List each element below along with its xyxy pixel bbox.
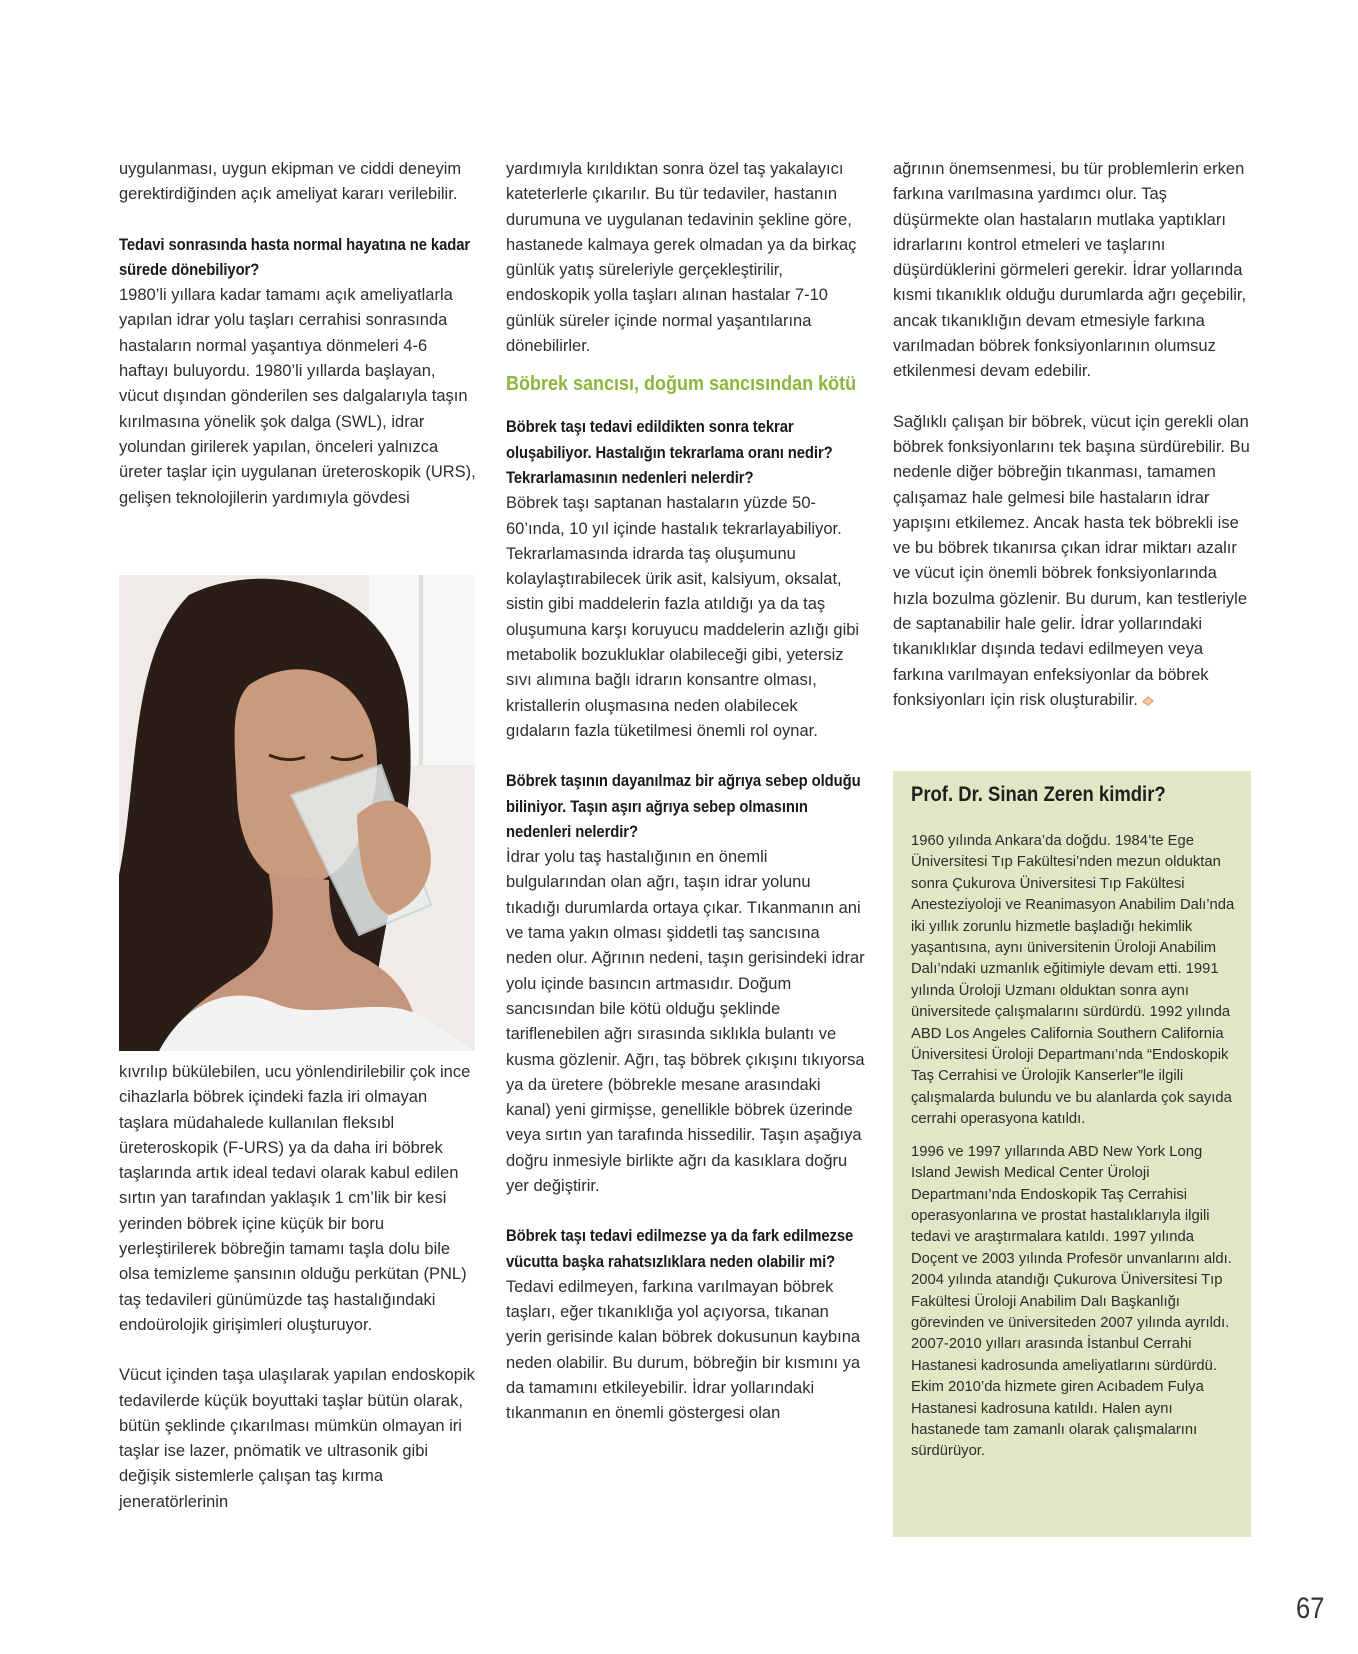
bio-body — [911, 831, 1241, 1474]
bio-title: Prof. Dr. Sinan Zeren kimdir? — [911, 783, 1166, 806]
paragraph: kıvrılıp bükülebilen, ucu yönlendirilebilir çok ince cihazlarla böbrek içindeki fazla iri olmayan taşlara müdahalede kullanılan fleksıbl üreteroskopik (F-URS) ya da daha iri böbrek taşlarında artık ideal tedavi olarak kabul edilen sırtın yan tarafından yaklaşık 1 cm’lik bir kesi yerinden böbrek içine küçük bir boru yerleştirilerek böbreğin tamamı taşla dolu bile olsa temizleme şansının olduğu perkütan (PNL) taş tedavileri günümüzde taş hastalığındaki endoürolojik girişimleri oluşturuyor. — [119, 1063, 471, 1334]
question-heading: Böbrek taşının dayanılmaz bir ağrıya sebep olduğu biliniyor. Taşın aşırı ağrıya sebep olmasının nedenleri nelerdir? — [506, 772, 861, 841]
paragraph: uygulanması, uygun ekipman ve ciddi deneyim gerektirdiğinden açık ameliyat kararı verilebilir. — [119, 160, 462, 204]
column-1-top — [119, 157, 479, 511]
article-end-mark-icon — [1141, 695, 1155, 707]
column-2 — [506, 157, 866, 1427]
paragraph: Vücut içinden taşa ulaşılarak yapılan endoskopik tedavilerde küçük boyuttaki taşlar bütün olarak, bütün şeklinde çıkarılması mümkün olmayan iri taşlar ise lazer, pnömatik ve ultrasonik gibi değişik sistemlerle çalışan taş kırma jeneratörlerinin — [119, 1366, 475, 1511]
paragraph-text: Sağlıklı çalışan bir böbrek, vücut için gerekli olan böbrek fonksiyonlarını tek başına sürdürebilir. Bu nedenle diğer böbreğin tıkanması, tamamen çalışamaz hale gelmesi bile hastaların idrar yapışını etkilemez. Ancak hasta tek böbrekli ise ve bu böbrek tıkanırsa çıkan idrar miktarı azalır ve vücut için önemli böbrek fonksiyonlarında hızla bozulma gözlenir. Bu durum, kan testleriyle de saptanabilir hale gelir. İdrar yollarındaki tıkanıklıklar dışında tedavi edilmeyen veya farkına varılmayan enfeksiyonlar da böbrek fonksiyonları için risk oluşturabilir. — [893, 412, 1250, 709]
photo-illustration — [119, 575, 475, 1051]
paragraph: 1980’li yıllara kadar tamamı açık ameliyatlarla yapılan idrar yolu taşları cerrahisi sonrasında hastaların normal yaşantıya dönmeleri 4-6 haftayı buluyordu. 1980’li yıllarda başlayan, vücut dışından gönderilen ses dalgalarıyla taşın kırılmasına yönelik şok dalga (SWL), idrar yolundan girilerek yapılan, önceleri yalnızca üreter taşlar için uygulanan üreteroskopik (URS), gelişen teknolojilerin yardımıyla gövdesi — [119, 286, 476, 507]
page-number: 67 — [1295, 1592, 1324, 1625]
section-heading: Böbrek sancısı, doğum sancısından kötü — [506, 373, 857, 396]
question-heading: Böbrek taşı tedavi edildikten sonra tekrar oluşabiliyor. Hastalığın tekrarlama oranı nedir? Tekrarlamasının nedenleri nelerdir? — [506, 418, 833, 487]
question-heading: Tedavi sonrasında hasta normal hayatına ne kadar sürede dönebiliyor? — [119, 235, 471, 279]
paragraph: İdrar yolu taş hastalığının en önemli bulgularından olan ağrı, taşın idrar yolunu tıkadığı durumlarda ortaya çıkar. Tıkanmanın ani ve tama yakın olması şiddetli taş sancısına neden olur. Ağrının nedeni, taşın gerisindeki idrar yolu içinde basıncın artmasıdır. Doğum sancısından bile kötü olduğu şeklinde tariflenebilen ağrı sırasında sıklıkla bulantı ve kusma gözlenir. Ağrı, taş böbrek çıkışını tıkıyorsa ya da üretere (böbrekle mesane arasındaki kanal) yeni girmişse, genellikle böbrek üzerinde veya sırtın yan tarafında hissedilir. Taşın aşağıya doğru inmesiyle birlikte ağrı da kasıklara doğru yer değiştirir. — [506, 848, 865, 1195]
bio-paragraph: 1996 ve 1997 yıllarında ABD New York Long Island Jewish Medical Center Üroloji Departmanı’nda Endoskopik Taş Cerrahisi operasyonlarına ve prostat hastalıklarıyla ilgili tedavi ve araştırmalara katıldı. 1997 yılında Doçent ve 2003 yılında Profesör unvanlarını aldı. 2004 yılında atandığı Çukurova Üniversitesi Tıp Fakültesi Üroloji Anabilim Dalı Başkanlığı görevinden ve üniversiteden 2007 yılında ayrıldı. 2007-2010 yılları arasında İstanbul Cerrahi Hastanesi kadrosunda ameliyatlarını sürdürdü. Ekim 2010’da hizmete giren Acıbadem Fulya Hastanesi kadrosuna katıldı. Halen aynı hastanede tam zamanlı olarak çalışmalarını sürdürüyor. — [911, 1143, 1232, 1460]
bio-box — [893, 771, 1251, 1537]
column-3 — [893, 157, 1255, 713]
paragraph: Böbrek taşı saptanan hastaların yüzde 50-60’ında, 10 yıl içinde hastalık tekrarlayabiliyor. Tekrarlamasında idrarda taş oluşumunu kolaylaştırabilecek ürik asit, kalsiyum, oksalat, sistin gibi maddelerin fazla atıldığı ya da taş oluşumuna karşı koruyucu maddelerin azlığı gibi metabolik bozukluklar olabileceği gibi, yetersiz sıvı alımına bağlı idrarın konsantre olması, kristallerin oluşmasına neden olabilecek gıdaların fazla tüketilmesi önemli rol oynar. — [506, 494, 860, 740]
paragraph: yardımıyla kırıldıktan sonra özel taş yakalayıcı kateterlerle çıkarılır. Bu tür tedaviler, hastanın durumuna ve uygulanan tedavinin şekline göre, hastanede kalmaya gerek olmadan ya da birkaç günlük yatış süreleriyle gerçekleştirilir, endoskopik yolla taşları alınan hastalar 7-10 günlük süreler içinde normal yaşantılarına dönebilirler. — [506, 160, 857, 356]
woman-drinking-water-photo — [119, 575, 475, 1051]
bio-paragraph: 1960 yılında Ankara’da doğdu. 1984’te Ege Üniversitesi Tıp Fakültesi’nden mezun olduktan sonra Çukurova Üniversitesi Tıp Fakültesi Anesteziyoloji ve Reanimasyon Anabilim Dalı’nda iki yıllık zorunlu hizmetle başladığı hekimlik yaşantısına, aynı üniversitenin Üroloji Anabilim Dalı’ndaki uzmanlık eğitimiyle devam etti. 1991 yılında Üroloji Uzmanı olduktan sonra aynı üniversitede çalışmalarını sürdürdü. 1992 yılında ABD Los Angeles California Southern California Üniversitesi Üroloji Departmanı’nda “Endoskopik Taş Cerrahisi ve Ürolojik Kanserler”le ilgili çalışmalarda bulundu ve bu alanlarda çok sayıda cerrahi operasyona katıldı. — [911, 833, 1235, 1128]
paragraph: ağrının önemsenmesi, bu tür problemlerin erken farkına varılmasına yardımcı olur. Taş düşürmekte olan hastaların mutlaka yaptıkları idrarlarını kontrol etmeleri ve taşlarını düşürdüklerini görmeleri gerekir. İdrar yollarında kısmi tıkanıklık olduğu durumlarda ağrı geçebilir, ancak tıkanıklığın devam etmesiyle farkına varılmadan böbrek fonksiyonlarının olumsuz etkilenmesi devam edebilir. — [893, 160, 1247, 381]
paragraph: Tedavi edilmeyen, farkına varılmayan böbrek taşları, eğer tıkanıklığa yol açıyorsa, tıkanan yerin gerisinde kalan böbrek dokusunun kaybına neden olabilir. Bu durum, böbreğin bir kısmını ya da tamamını etkileyebilir. İdrar yollarındaki tıkanmanın en önemli göstergesi olan — [506, 1277, 861, 1423]
paragraph — [893, 410, 1255, 714]
column-1-bottom — [119, 1060, 479, 1515]
question-heading: Böbrek taşı tedavi edilmezse ya da fark edilmezse vücutta başka rahatsızlıklara neden olabilir mi? — [506, 1227, 854, 1271]
